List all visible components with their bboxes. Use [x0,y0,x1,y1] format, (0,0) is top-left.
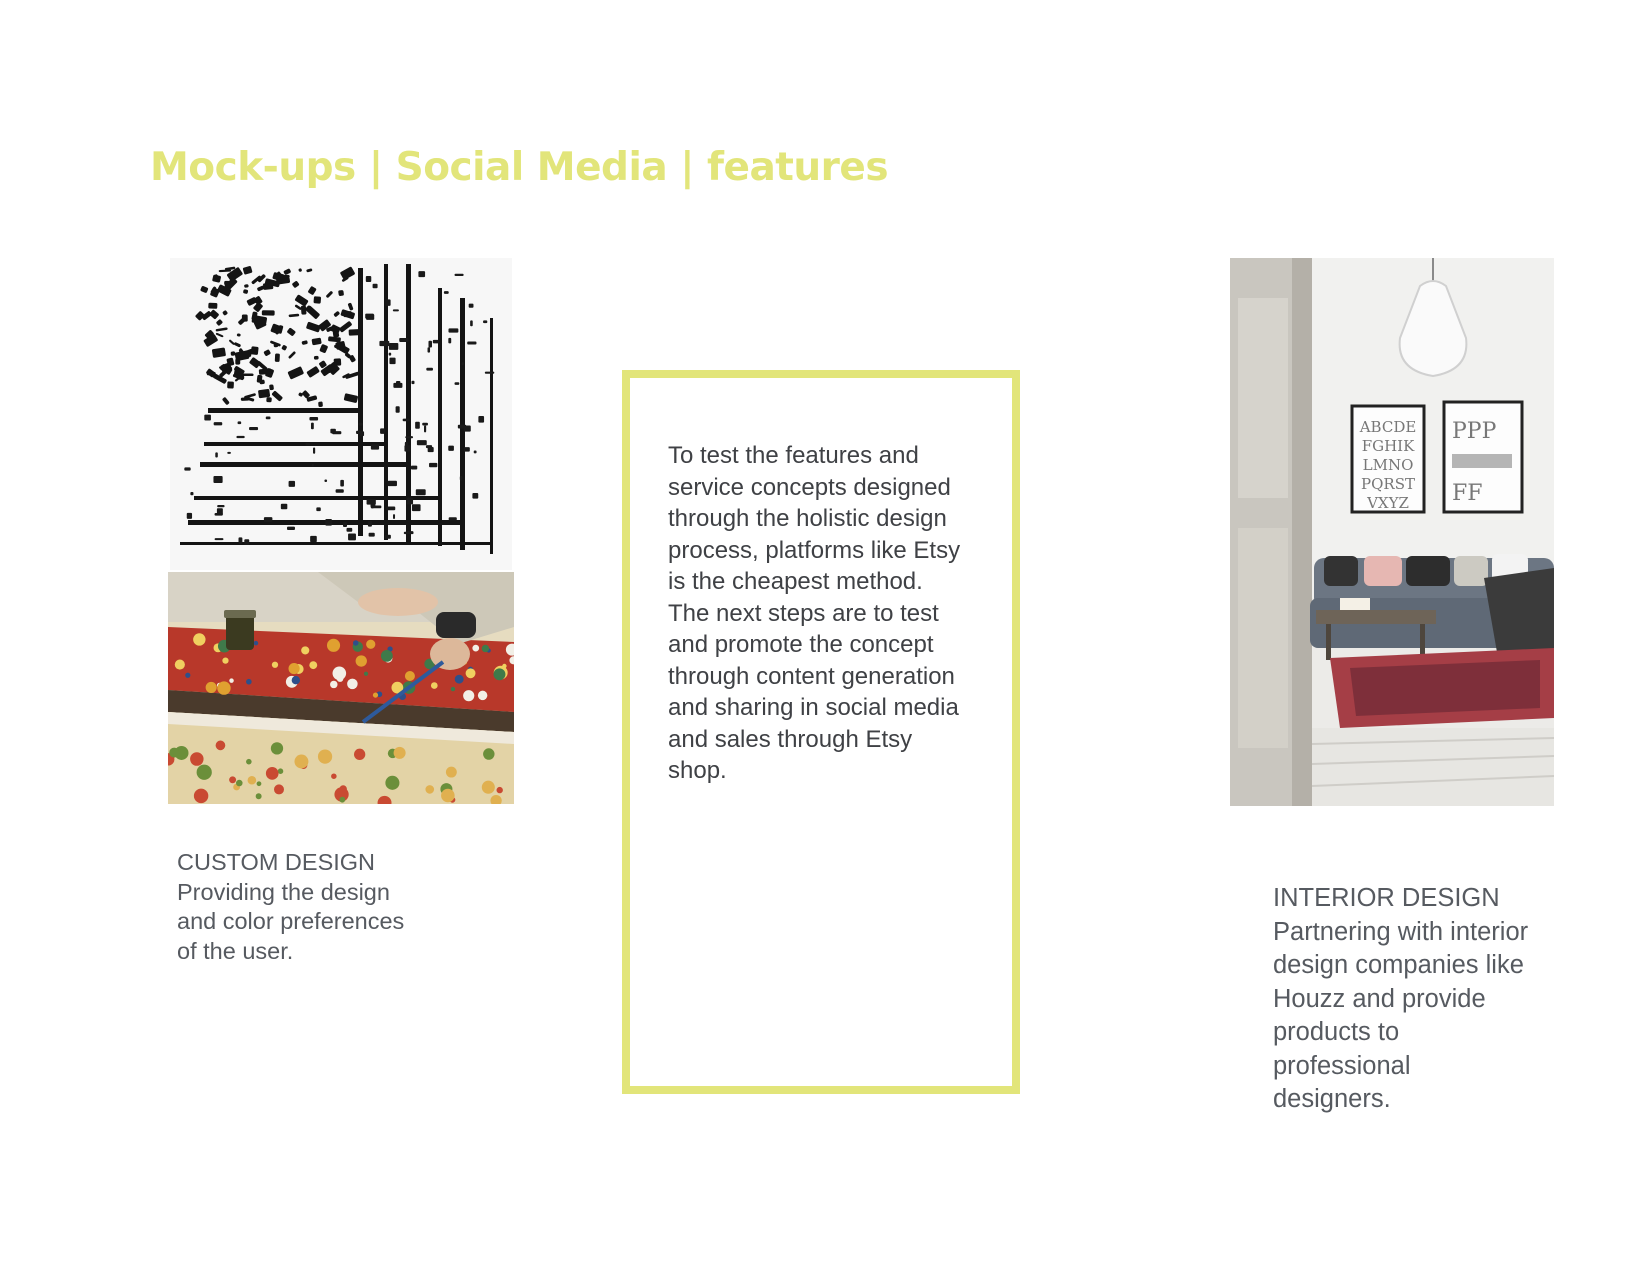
caption-line: of the user. [177,937,294,964]
living-room-interior-image [1230,258,1554,806]
poster-text: LMNO [1362,456,1414,474]
paragraph-line: is the cheapest method. [668,568,923,595]
poster-text: FF [1452,481,1483,506]
paragraph-line: To test the features and [668,442,919,469]
center-paragraph [668,440,988,787]
caption-line: Partnering with interior [1273,917,1529,946]
rug-pattern-sketch-image [170,258,512,570]
caption-line: designers. [1273,1085,1391,1113]
caption-line: professional [1273,1051,1411,1080]
paragraph-line: and sales through Etsy [668,725,913,753]
paragraph-line: process, platforms like Etsy [668,536,961,564]
page-title: Mock-ups | Social Media | features [150,145,889,190]
paragraph-line: shop. [668,757,727,784]
poster-text: ABCDE [1359,418,1417,436]
paragraph-line: service concepts designed [668,473,951,501]
caption-line: Houzz and provide [1273,984,1486,1013]
paragraph-line: through content generation [668,662,955,690]
paragraph-line: The next steps are to test [668,599,939,627]
interior-design-heading: INTERIOR DESIGN [1273,884,1500,912]
poster-text: FGHIK [1361,437,1415,455]
custom-design-heading: CUSTOM DESIGN [177,849,376,875]
caption-line: and color preferences [177,908,405,934]
poster-text: PQRST [1361,475,1415,493]
poster-text: VXYZ [1367,494,1409,512]
caption-line: design companies like [1273,951,1524,979]
caption-line: products to [1273,1018,1400,1046]
hand-painting-rug-image [168,572,514,804]
caption-line: Providing the design [177,878,390,905]
poster-text: PPP [1452,419,1497,444]
custom-design-caption [177,848,404,966]
paragraph-line: and promote the concept [668,631,934,658]
paragraph-line: through the holistic design [668,505,947,532]
interior-design-caption [1273,882,1528,1117]
paragraph-line: and sharing in social media [668,694,959,721]
